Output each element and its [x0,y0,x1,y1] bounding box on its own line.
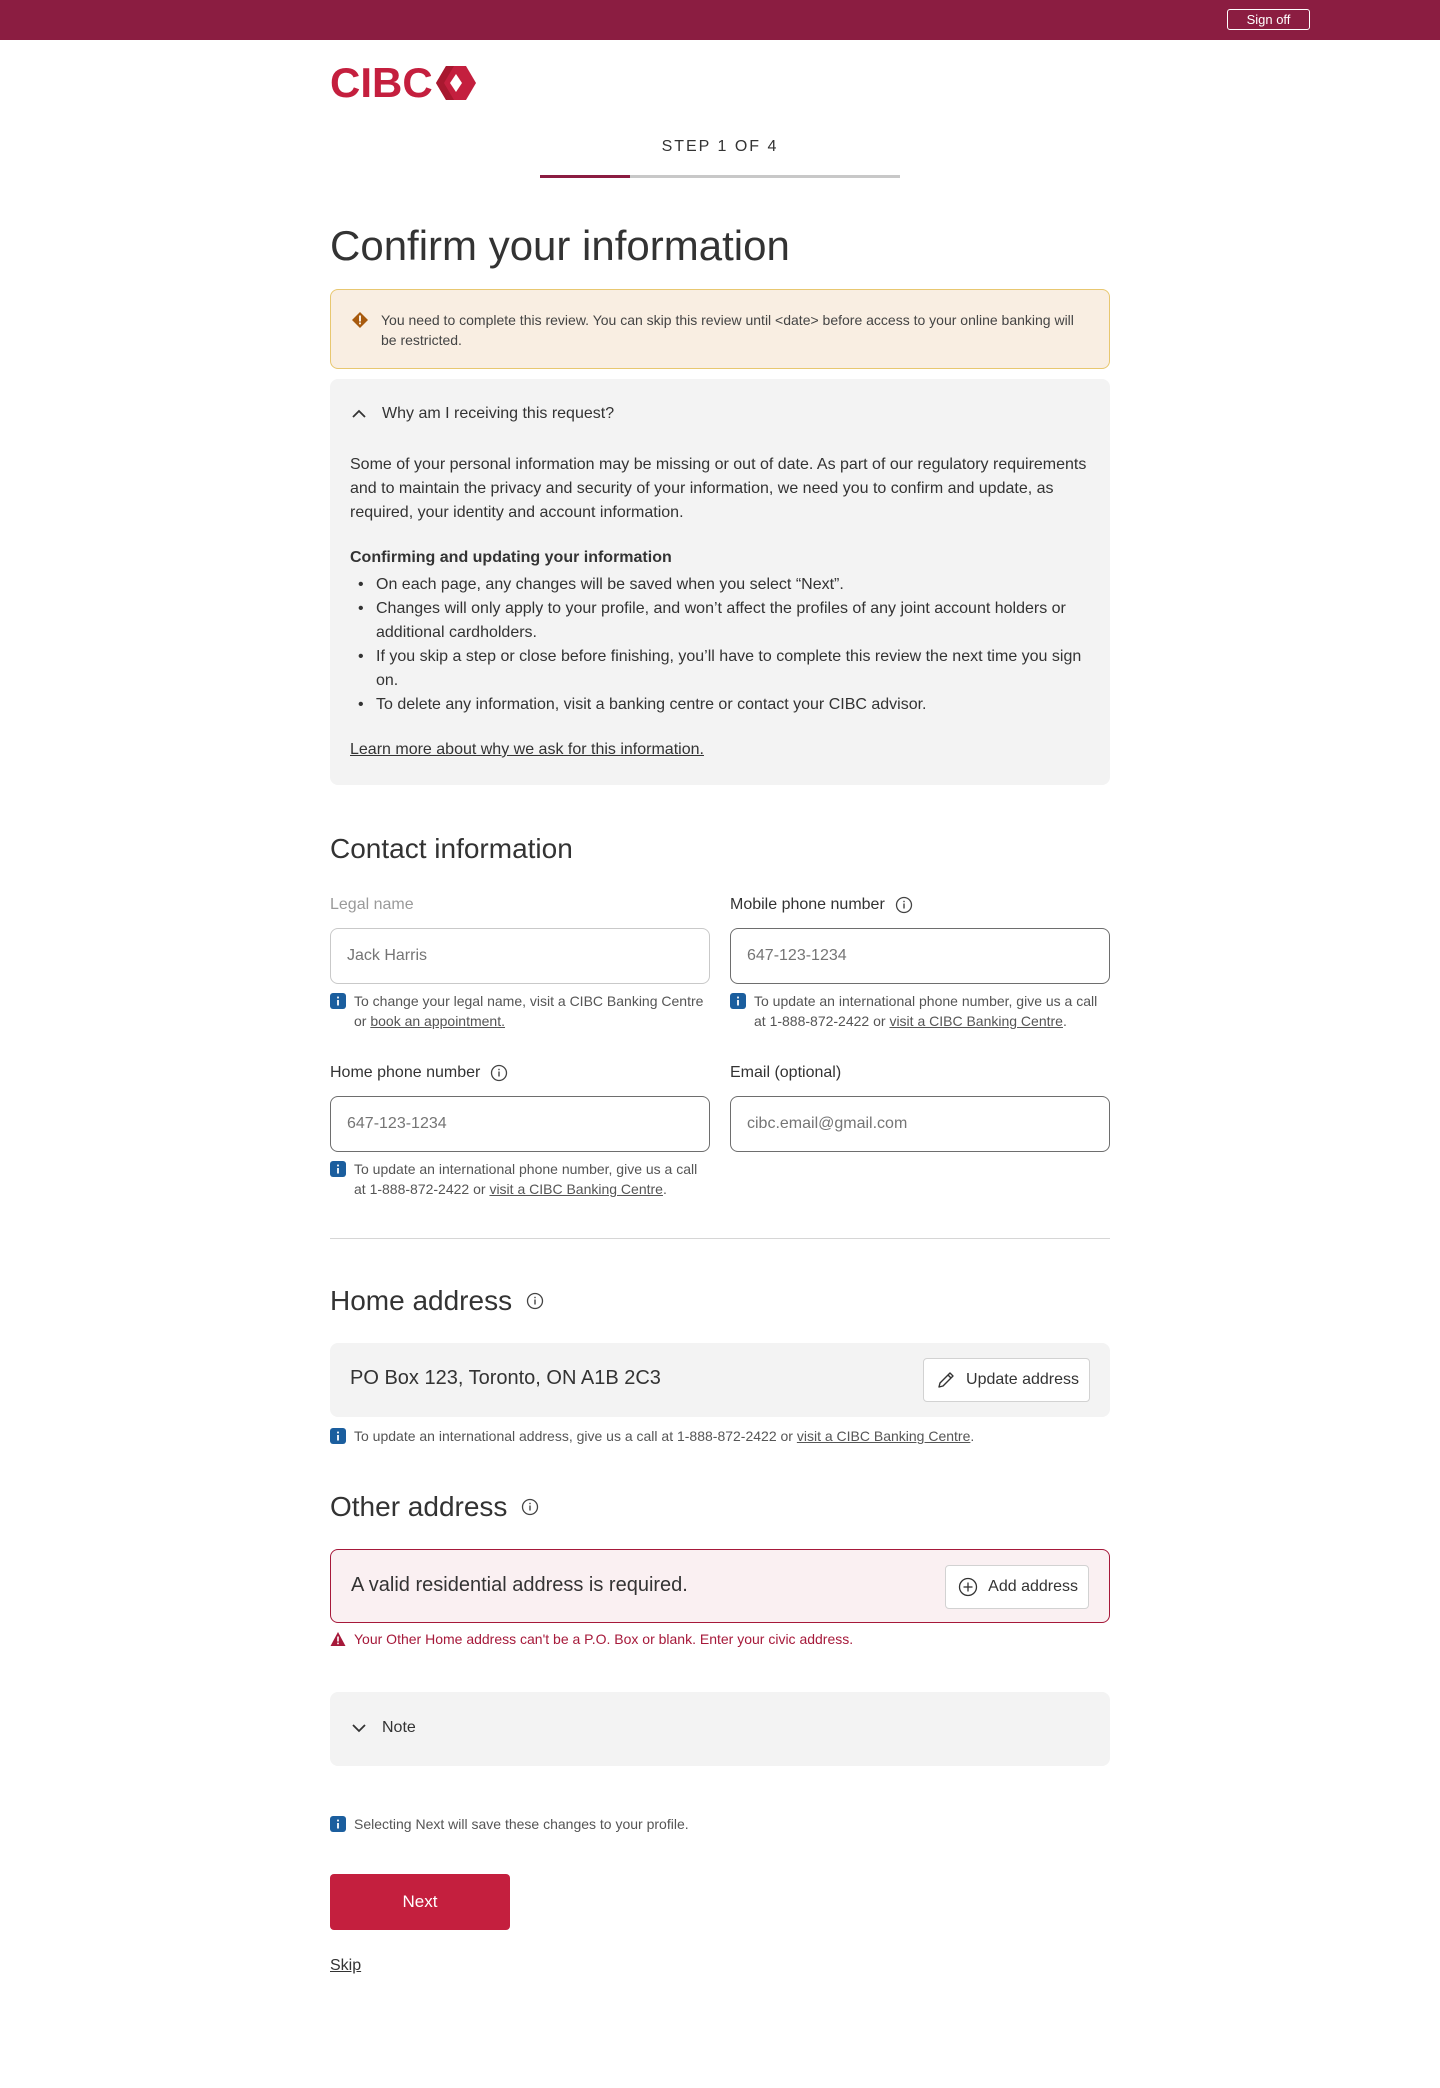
mobile-phone-hint-text: To update an international phone number, give us a call at 1-888-872-2422 or [754,993,1098,1029]
sign-off-button[interactable]: Sign off [1227,9,1310,30]
page-title: Confirm your information [330,222,790,269]
skip-link[interactable]: Skip [330,1957,362,1974]
info-icon [330,1816,346,1832]
why-body-text: Some of your personal information may be missing or out of date. As part of our regulatory requirements and to maintain the privacy and security of your information, we need you to confirm and update, as required, your identity and account information. [350,456,1087,521]
note-panel [330,1692,1110,1766]
home-phone-label-text: Home phone number [330,1064,481,1081]
other-address-error [330,1631,853,1647]
other-address-box [330,1549,1110,1623]
save-hint [330,1814,1110,1834]
info-icon [330,1161,346,1177]
home-address-heading-text: Home address [330,1285,513,1316]
why-receiving-panel [330,379,1110,785]
progress-bar [540,175,900,178]
info-icon [330,1428,346,1444]
mobile-phone-field[interactable] [730,928,1110,984]
learn-more-link[interactable]: Learn more about why we ask for this information. [350,741,704,758]
list-item: • To delete any information, visit a banking centre or contact your CIBC advisor. [350,693,1090,717]
info-circle-icon[interactable] [521,1498,539,1516]
mobile-phone-hint [730,991,1110,1031]
legal-name-hint [330,991,710,1031]
error-text: Your Other Home address can't be a P.O. Box or blank. Enter your civic address. [354,1631,854,1647]
chevron-down-icon [350,1719,368,1737]
why-subheading: Confirming and updating your information [350,549,672,566]
why-bullet-list [350,573,1090,717]
book-appointment-link[interactable]: book an appointment. [370,1013,505,1029]
mobile-phone-label-text: Mobile phone number [730,896,885,913]
logo-text: CIBC [330,59,433,106]
hint-end: . [970,1428,975,1444]
home-phone-hint-content [354,1159,710,1199]
cibc-logo[interactable] [330,59,477,106]
step-indicator: STEP 1 OF 4 [661,138,779,155]
visit-banking-centre-link[interactable]: visit a CIBC Banking Centre [889,1013,1063,1029]
home-phone-hint-text: To update an international phone number, give us a call at 1-888-872-2422 or [354,1161,698,1197]
email-label [730,1064,841,1082]
alert-text: You need to complete this review. You can skip this review until <date> before access to your online banking will be restricted. [381,312,1074,348]
list-item: • On each page, any changes will be saved when you select “Next”. [350,573,1090,597]
email-field[interactable] [730,1096,1110,1152]
home-phone-hint [330,1159,710,1199]
logo-diamond-icon [435,62,477,104]
chevron-up-icon [350,405,368,423]
legal-name-label-text: Legal name [330,896,414,913]
mobile-phone-label [730,896,913,914]
hint-end: . [662,1181,667,1197]
info-icon [730,993,746,1009]
legal-name-hint-content [354,991,710,1031]
info-circle-icon[interactable] [526,1292,544,1310]
note-label: Note [382,1719,416,1736]
mobile-phone-hint-content [754,991,1110,1031]
other-address-heading-text: Other address [330,1491,508,1522]
home-address-box [330,1343,1110,1417]
visit-banking-centre-link[interactable]: visit a CIBC Banking Centre [796,1428,971,1444]
review-alert [330,289,1110,369]
hint-end: . [1062,1013,1067,1029]
warning-triangle-icon [330,1631,346,1647]
home-address-value: PO Box 123, Toronto, ON A1B 2C3 [350,1367,661,1389]
save-hint-text: Selecting Next will save these changes to your profile. [354,1816,689,1832]
home-address-heading [330,1285,544,1317]
update-address-button[interactable] [923,1358,1090,1402]
section-divider [330,1238,1110,1239]
why-receiving-toggle[interactable] [350,405,614,423]
top-bar [0,0,1440,40]
next-button[interactable]: Next [330,1874,510,1930]
other-address-heading [330,1491,539,1523]
home-address-hint-text: To update an international address, give us a call at 1-888-872-2422 or [354,1428,793,1444]
update-address-label: Update address [966,1371,1079,1388]
legal-name-label [330,896,414,914]
info-circle-icon[interactable] [490,1064,508,1082]
plus-circle-icon [958,1577,978,1597]
add-address-label: Add address [988,1578,1078,1595]
email-label-text: Email (optional) [730,1064,842,1081]
pencil-icon [936,1370,956,1390]
home-phone-field[interactable] [330,1096,710,1152]
legal-name-hint-text: To change your legal name, visit a CIBC Banking Centre or [354,993,704,1029]
progress-bar-fill [540,175,630,178]
add-address-button[interactable] [945,1565,1089,1609]
other-address-value: A valid residential address is required. [351,1574,688,1596]
note-toggle[interactable] [350,1719,416,1737]
contact-heading: Contact information [330,833,573,864]
legal-name-field [330,928,710,984]
warning-diamond-icon [351,311,369,329]
list-item: • Changes will only apply to your profile, and won’t affect the profiles of any joint account holders or additional cardholders. [350,597,1090,645]
home-address-hint-content [354,1426,974,1446]
info-icon [330,993,346,1009]
why-receiving-label: Why am I receiving this request? [382,405,615,422]
info-circle-icon[interactable] [895,896,913,914]
visit-banking-centre-link[interactable]: visit a CIBC Banking Centre [489,1181,663,1197]
list-item: • If you skip a step or close before finishing, you’ll have to complete this review the next time you sign on. [350,645,1090,693]
home-phone-label [330,1064,508,1082]
home-address-hint [330,1426,1110,1446]
